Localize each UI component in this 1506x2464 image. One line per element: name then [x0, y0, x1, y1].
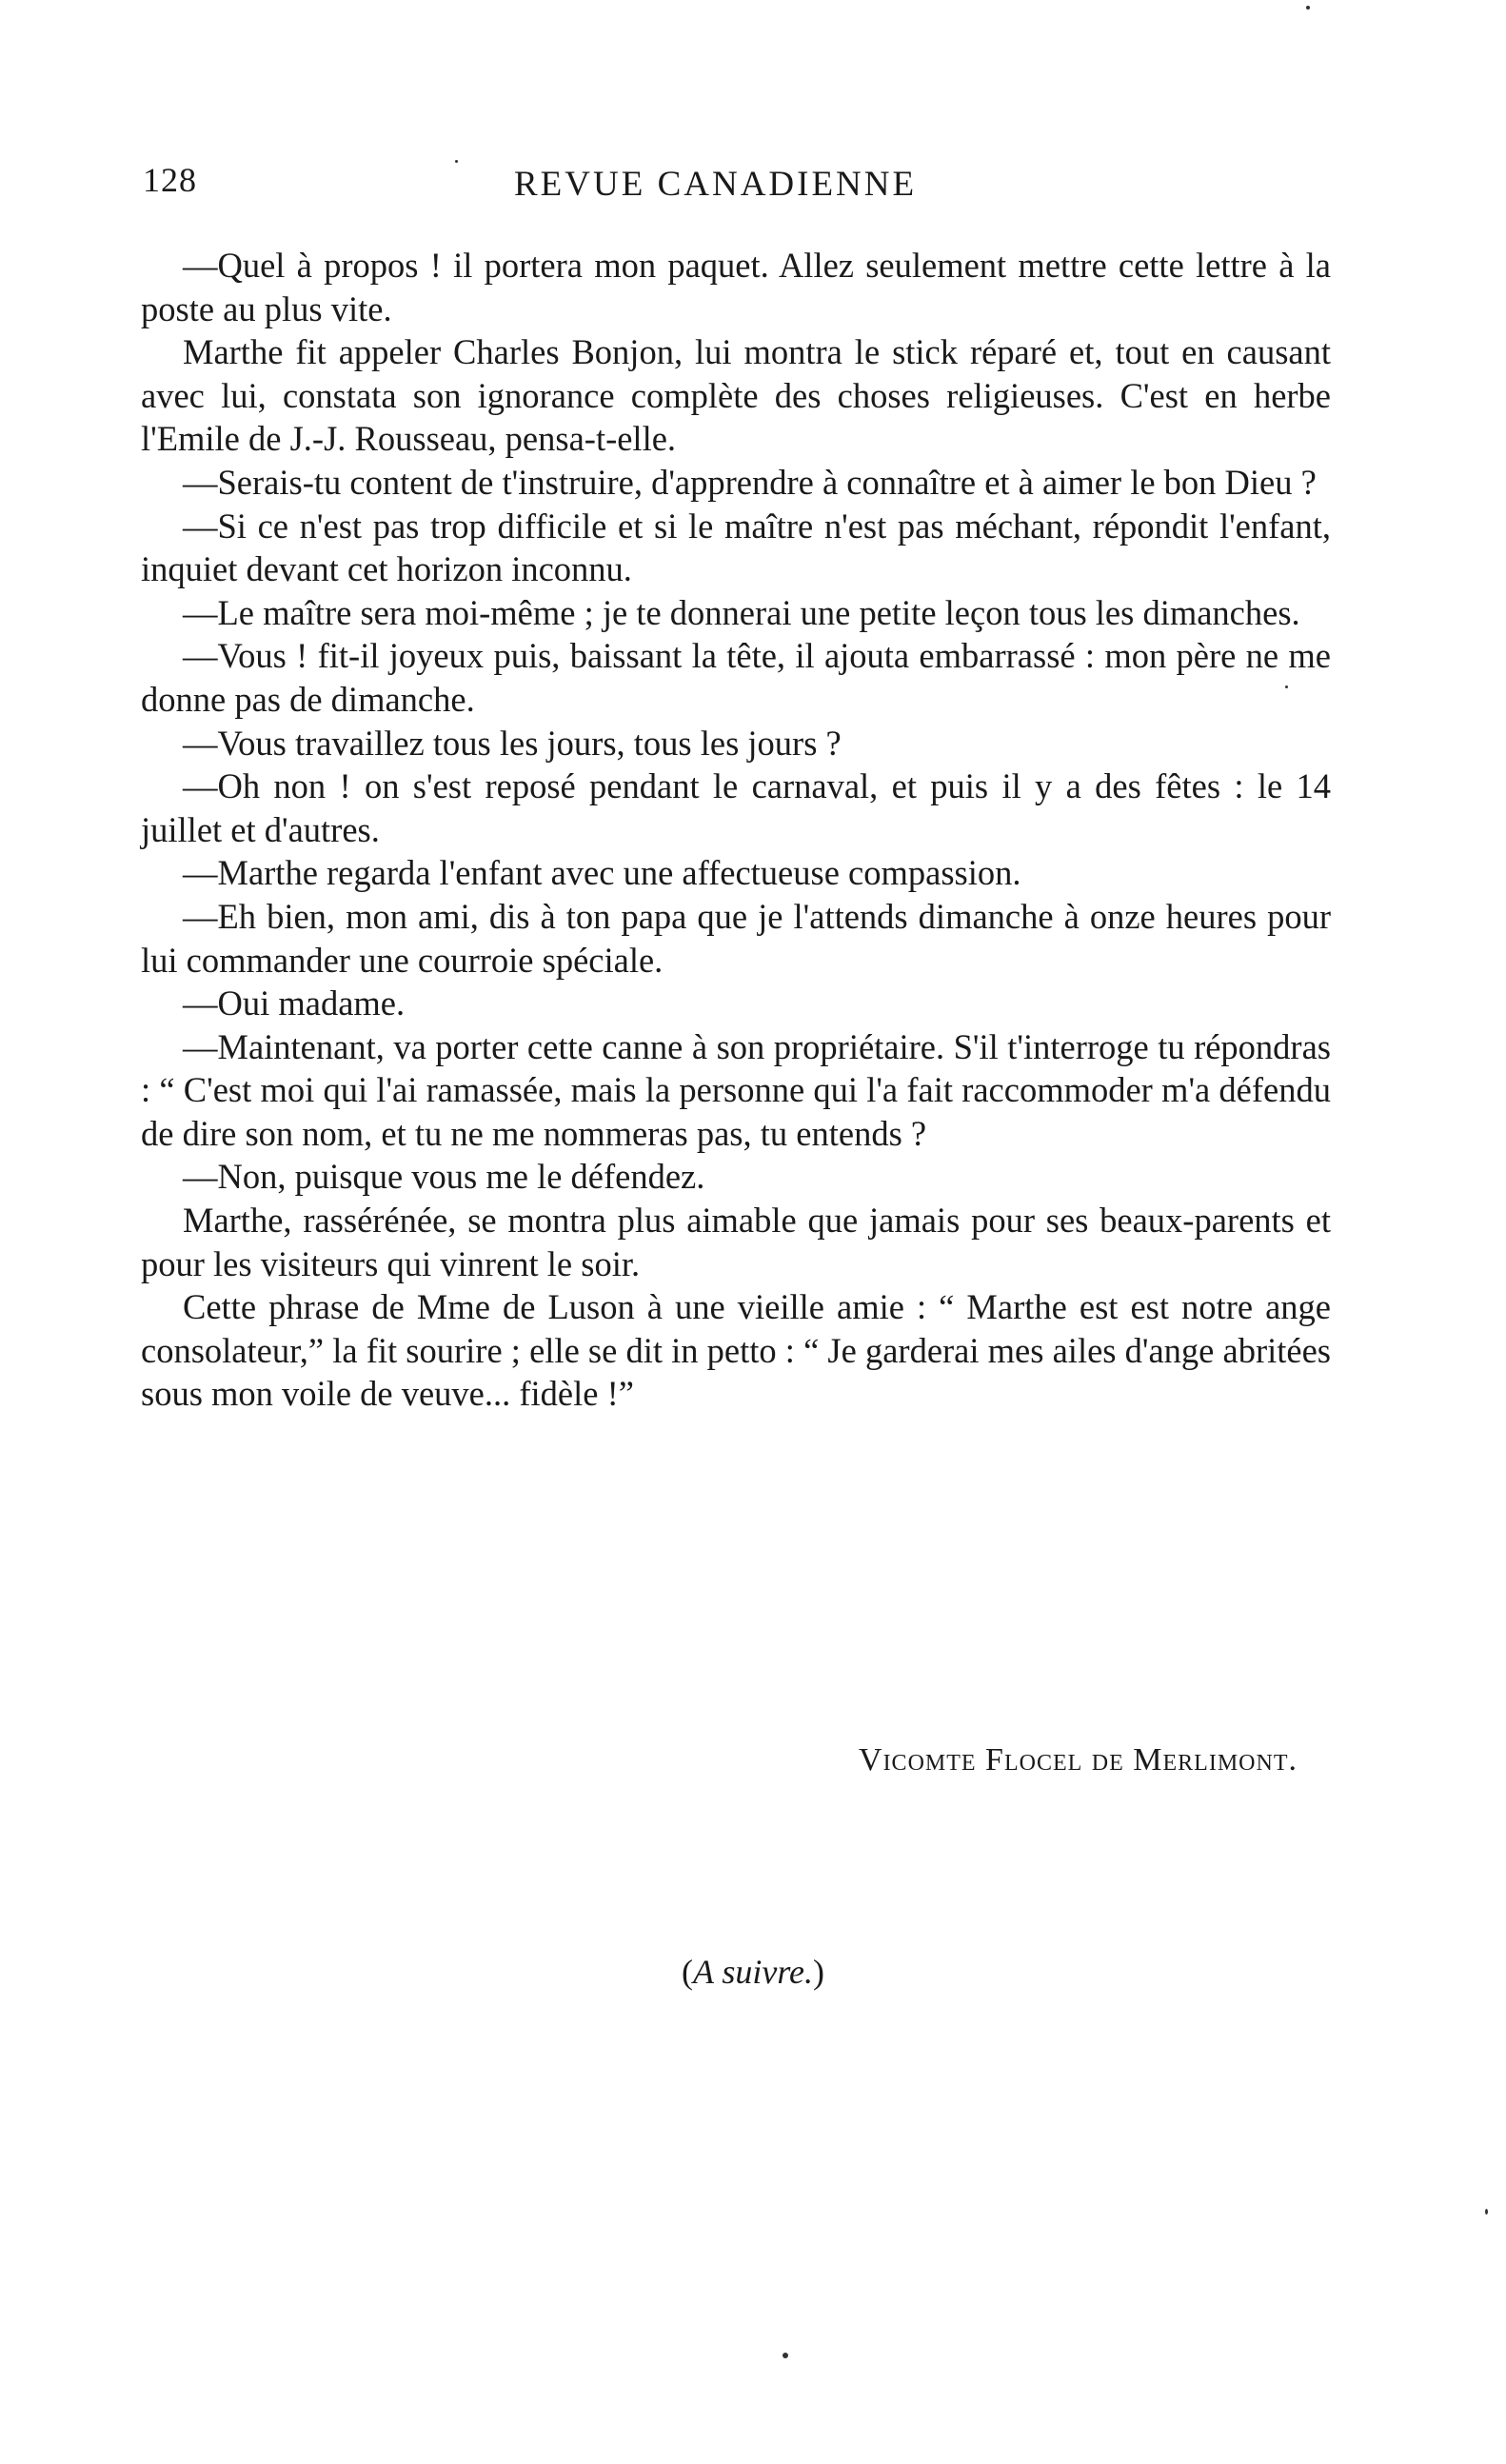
paragraph: —Marthe regarda l'enfant avec une affectueuse compassion. — [183, 853, 1021, 893]
paragraph: —Oui madame. — [183, 984, 406, 1023]
page-header — [143, 160, 1333, 217]
print-speck — [1485, 2209, 1488, 2215]
paragraph: —Oh non ! on s'est reposé pendant le carnaval, et puis il y a des fêtes : le 14 juillet et d'autres. — [141, 766, 1331, 849]
paragraph: —Maintenant, va porter cette canne à son propriétaire. S'il t'interroge tu répondras : “ C'est moi qui l'ai ramassée, mais la personne qui l'a fait raccommoder m'a défendu de dire son nom, et tu ne me nommeras pas, tu entends ? — [141, 1026, 1331, 1153]
continuation-text: A suivre. — [693, 1953, 813, 1991]
print-speck — [783, 2353, 788, 2358]
body-text — [141, 244, 1331, 1416]
to-be-continued — [0, 1952, 1506, 1992]
paragraph: —Vous travaillez tous les jours, tous les jours ? — [183, 723, 842, 763]
paragraph: —Vous ! fit-il joyeux puis, baissant la tête, il ajouta embarrassé : mon père ne me donne pas de dimanche. — [141, 636, 1331, 719]
paragraph: —Le maître sera moi-même ; je te donnerai une petite leçon tous les dimanches. — [183, 592, 1300, 632]
paragraph: —Non, puisque vous me le défendez. — [183, 1157, 705, 1197]
paragraph: Marthe fit appeler Charles Bonjon, lui montra le stick réparé et, tout en causant avec lui, constata son ignorance complète des choses religieuses. C'est en herbe l'Emile de J.-J. Rousseau, pensa-t-elle. — [141, 332, 1331, 459]
author-signature: Vicomte Flocel de Merlimont. — [859, 1742, 1298, 1778]
print-speck — [455, 160, 458, 163]
print-speck — [1306, 6, 1310, 10]
paragraph: Marthe, rassérénée, se montra plus aimable que jamais pour ses beaux-parents et pour les visiteurs qui vinrent le soir. — [141, 1201, 1331, 1283]
continuation-open-paren: ( — [682, 1953, 693, 1991]
paragraph: —Serais-tu content de t'instruire, d'apprendre à connaître et à aimer le bon Dieu ? — [183, 462, 1317, 502]
print-speck — [1285, 686, 1288, 688]
paragraph: —Eh bien, mon ami, dis à ton papa que je l'attends dimanche à onze heures pour lui commander une courroie spéciale. — [141, 896, 1331, 980]
page-number: 128 — [143, 161, 197, 199]
running-title: REVUE CANADIENNE — [514, 165, 918, 204]
paragraph: —Si ce n'est pas trop difficile et si le maître n'est pas méchant, répondit l'enfant, inquiet devant cet horizon inconnu. — [141, 506, 1331, 589]
paragraph: Cette phrase de Mme de Luson à une vieille amie : “ Marthe est est notre ange consolateur,” la fit sourire ; elle se dit in petto : “ Je garderai mes ailes d'ange abritées sous mon voile de veuve... fidèle !” — [141, 1287, 1331, 1414]
continuation-close-paren: ) — [812, 1953, 824, 1991]
paragraph: —Quel à propos ! il portera mon paquet. Allez seulement mettre cette lettre à la poste au plus vite. — [141, 246, 1331, 328]
